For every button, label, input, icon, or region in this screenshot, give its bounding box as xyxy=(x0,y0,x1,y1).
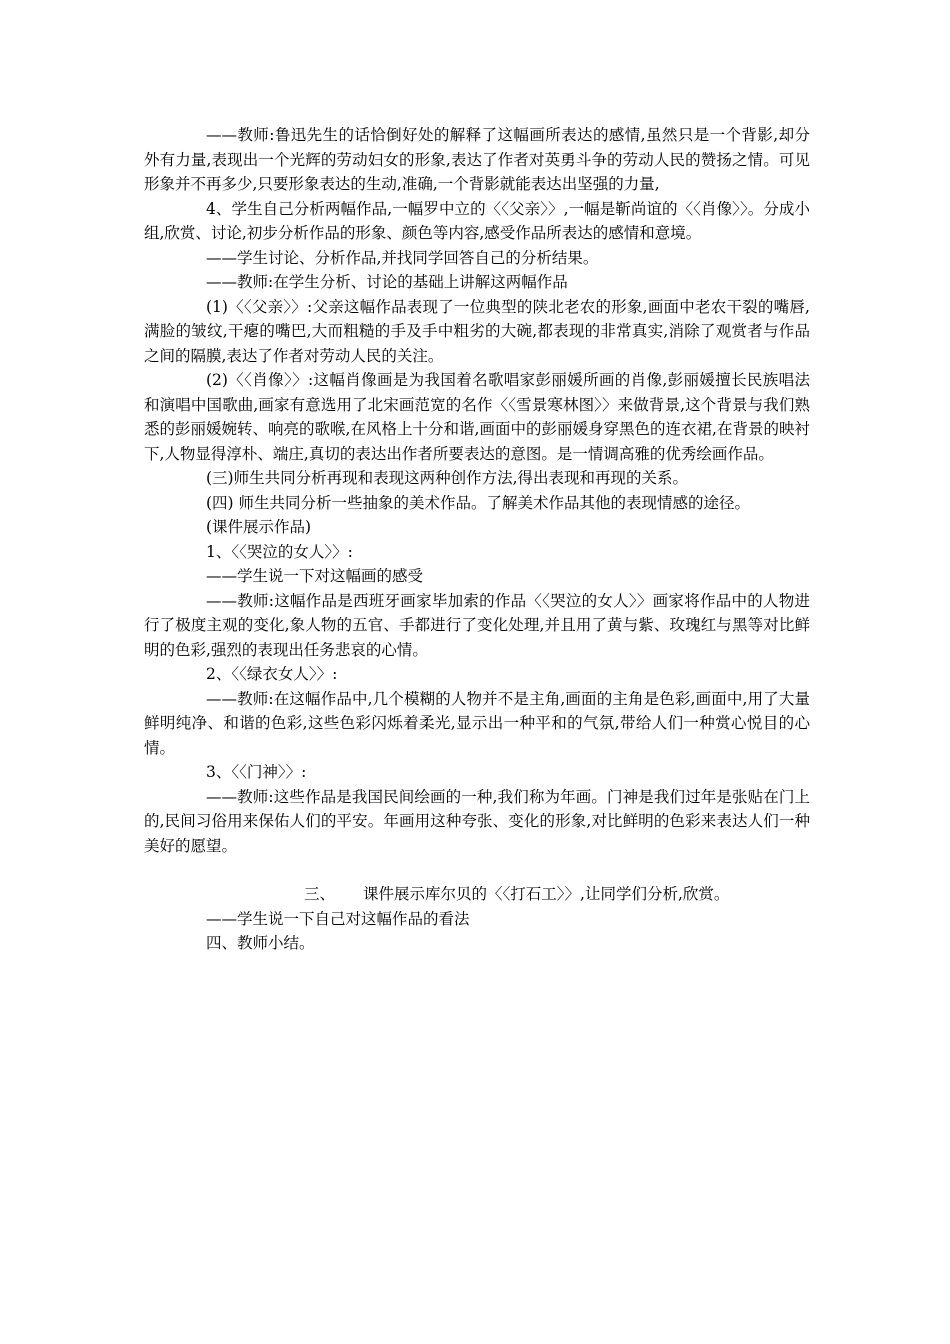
paragraph-part-3: (三)师生共同分析再现和表现这两种创作方法,得出表现和再现的关系。 xyxy=(206,469,689,487)
paragraph-father: (1)〈〈父亲〉〉:父亲这幅作品表现了一位典型的陕北老农的形象,画面中老农干裂的嘴唇,满脸的皱纹,干瘪的嘴巴,大而粗糙的手及手中粗劣的大碗,都表现的非常真实,消除了观赏者与作品之间的隔膜,表达了作者对劳动人民的关注。 xyxy=(144,297,810,365)
paragraph-teacher-explain: ——教师:在学生分析、讨论的基础上讲解这两幅作品 xyxy=(206,273,568,291)
section-4-heading: 四、教师小结。 xyxy=(206,934,315,952)
section-3-text: 课件展示库尔贝的〈〈打石工〉〉,让同学们分析,欣赏。 xyxy=(363,885,730,903)
paragraph-teacher-luxun: ——教师:鲁迅先生的话恰倒好处的解释了这幅画所表达的感情,虽然只是一个背影,却分外有力量,表现出一个光辉的劳动妇女的形象,表达了作者对英勇斗争的劳动人民的赞扬之情。可见形象并不再多少,只要形象表达的生动,准确,一个背影就能表达出坚强的力量, xyxy=(144,126,810,193)
paragraph-part-4: (四) 师生共同分析一些抽象的美术作品。了解美术作品其他的表现情感的途径。 xyxy=(206,493,751,512)
item-door-god: 3、〈〈门神〉〉: xyxy=(206,763,307,781)
item-weeping-woman: 1、〈〈哭泣的女人〉〉: xyxy=(206,542,353,561)
paragraph-student-opinion: ——学生说一下自己对这幅作品的看法 xyxy=(206,909,470,928)
paragraph-student-feeling: ——学生说一下对这幅画的感受 xyxy=(206,567,424,585)
section-3-number: 三、 xyxy=(304,885,336,903)
paragraph-courseware: (课件展示作品) xyxy=(206,518,312,536)
paragraph-teacher-green: ——教师:在这幅作品中,几个模糊的人物并不是主角,画面的主角是色彩,画面中,用了大量鲜明纯净、和谐的色彩,这些色彩闪烁着柔光,显示出一种平和的气氛,带给人们一种赏心悦目的心情。 xyxy=(144,689,810,757)
document-page xyxy=(144,123,810,956)
paragraph-portrait: (2)〈〈肖像〉〉:这幅肖像画是为我国着名歌唱家彭丽媛所画的肖像,彭丽媛擅长民族唱法和演唱中国歌曲,画家有意选用了北宋画范宽的名作〈〈雪景寒林图〉〉来做背景,这个背景与我们熟悉的彭丽媛婉转、响亮的歌喉,在风格上十分和谐,画面中的彭丽媛身穿黑色的连衣裙,在背景的映衬下,人物显得淳朴、端庄,真切的表达出作者所要表达的意图。是一情调高雅的优秀绘画作品。 xyxy=(144,371,810,463)
paragraph-teacher-door-god: ——教师:这些作品是我国民间绘画的一种,我们称为年画。门神是我们过年是张贴在门上的,民间习俗用来保佑人们的平安。年画用这种夸张、变化的形象,对比鲜明的色彩来表达人们一种美好的愿望。 xyxy=(144,787,810,855)
blank-line xyxy=(144,858,810,882)
paragraph-student-discussion: ——学生讨论、分析作品,并找同学回答自己的分析结果。 xyxy=(206,248,599,267)
paragraph-step-4: 4、学生自己分析两幅作品,一幅罗中立的〈〈父亲〉〉,一幅是靳尚谊的〈〈肖像〉〉。分成小组,欣赏、讨论,初步分析作品的形象、颜色等内容,感受作品所表达的感情和意境。 xyxy=(144,199,810,242)
paragraph-teacher-picasso: ——教师:这幅作品是西班牙画家毕加索的作品〈〈哭泣的女人〉〉画家将作品中的人物进行了极度主观的变化,象人物的五官、手都进行了变化处理,并且用了黄与紫、玫瑰红与黑等对比鲜明的色彩,强烈的表现出任务悲哀的心情。 xyxy=(144,591,810,659)
section-3-heading xyxy=(144,882,810,907)
item-green-woman: 2、〈〈绿衣女人〉〉: xyxy=(206,665,338,683)
